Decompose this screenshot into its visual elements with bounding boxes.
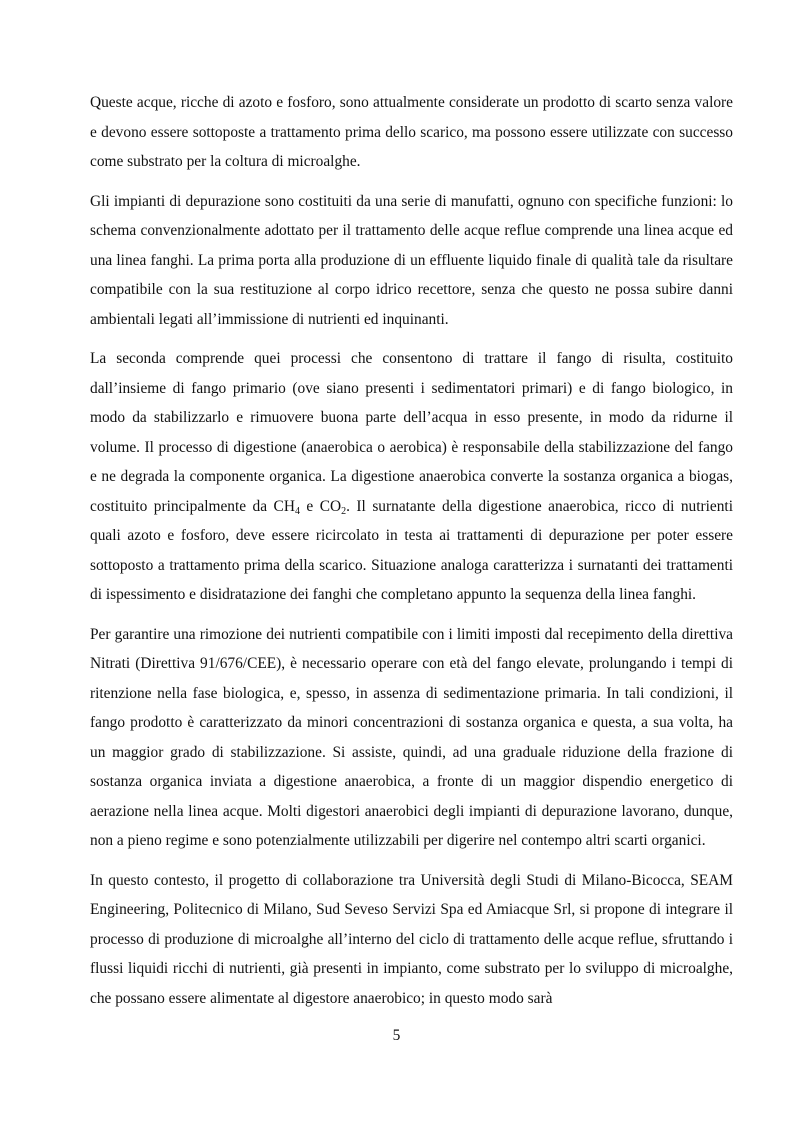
paragraph-3-part-1: La seconda comprende quei processi che consentono di trattare il fango di risulta, costituito dall’insieme di fango primario (ove siano presenti i sedimentatori primari) e di fango biologico, in modo da stabilizzarlo e rimuovere buona parte dell’acqua in esso presente, in modo da ridurne il volume. Il processo di digestione (anaerobica o aerobica) è responsabile della stabilizzazione del fango e ne degrada la componente organica. La digestione anaerobica converte la sostanza organica a biogas, costituito principalmente da CH	[90, 350, 733, 515]
document-body	[90, 88, 733, 1023]
paragraph-3-part-3: . Il surnatante della digestione anaerobica, ricco di nutrienti quali azoto e fosforo, deve essere ricircolato in testa ai trattamenti di depurazione per poter essere sottoposto a trattamento prima della scarico. Situazione analoga caratterizza i surnatanti dei trattamenti di ispessimento e disidratazione dei fanghi che completano appunto la sequenza della linea fanghi.	[90, 497, 733, 603]
paragraph-5: In questo contesto, il progetto di collaborazione tra Università degli Studi di Milano-Bicocca, SEAM Engineering, Politecnico di Milano, Sud Seveso Servizi Spa ed Amiacque Srl, si propone di integrare il processo di produzione di microalghe all’interno del ciclo di trattamento delle acque reflue, sfruttando i flussi liquidi ricchi di nutrienti, già presenti in impianto, come substrato per lo sviluppo di microalghe, che possano essere alimentate al digestore anaerobico; in questo modo sarà	[90, 871, 733, 1007]
subscript-co2: 2	[341, 505, 347, 517]
paragraph-2: Gli impianti di depurazione sono costituiti da una serie di manufatti, ognuno con specifiche funzioni: lo schema convenzionalmente adottato per il trattamento delle acque reflue comprende una linea acque ed una linea fanghi. La prima porta alla produzione di un effluente liquido finale di qualità tale da risultare compatibile con la sua restituzione al corpo idrico recettore, senza che questo ne possa subire danni ambientali legati all’immissione di nutrienti ed inquinanti.	[90, 192, 733, 328]
paragraph-3-part-2: e CO	[299, 497, 342, 515]
page-number: 5	[392, 1027, 401, 1044]
paragraph-3	[90, 344, 733, 610]
paragraph-1: Queste acque, ricche di azoto e fosforo, sono attualmente considerate un prodotto di scarto senza valore e devono essere sottoposte a trattamento prima dello scarico, ma possono essere utilizzate con successo come substrato per la coltura di microalghe.	[90, 94, 733, 170]
paragraph-4: Per garantire una rimozione dei nutrienti compatibile con i limiti imposti dal recepimento della direttiva Nitrati (Direttiva 91/676/CEE), è necessario operare con età del fango elevate, prolungando i tempi di ritenzione nella fase biologica, e, spesso, in assenza di sedimentazione primaria. In tali condizioni, il fango prodotto è caratterizzato da minori concentrazioni di sostanza organica e questa, a sua volta, ha un maggior grado di stabilizzazione. Si assiste, quindi, ad una graduale riduzione della frazione di sostanza organica inviata a digestione anaerobica, a fronte di un maggior dispendio energetico di aerazione nella linea acque. Molti digestori anaerobici degli impianti di depurazione lavorano, dunque, non a pieno regime e sono potenzialmente utilizzabili per digerire nel contempo altri scarti organici.	[90, 625, 733, 849]
subscript-ch4: 4	[294, 505, 300, 517]
